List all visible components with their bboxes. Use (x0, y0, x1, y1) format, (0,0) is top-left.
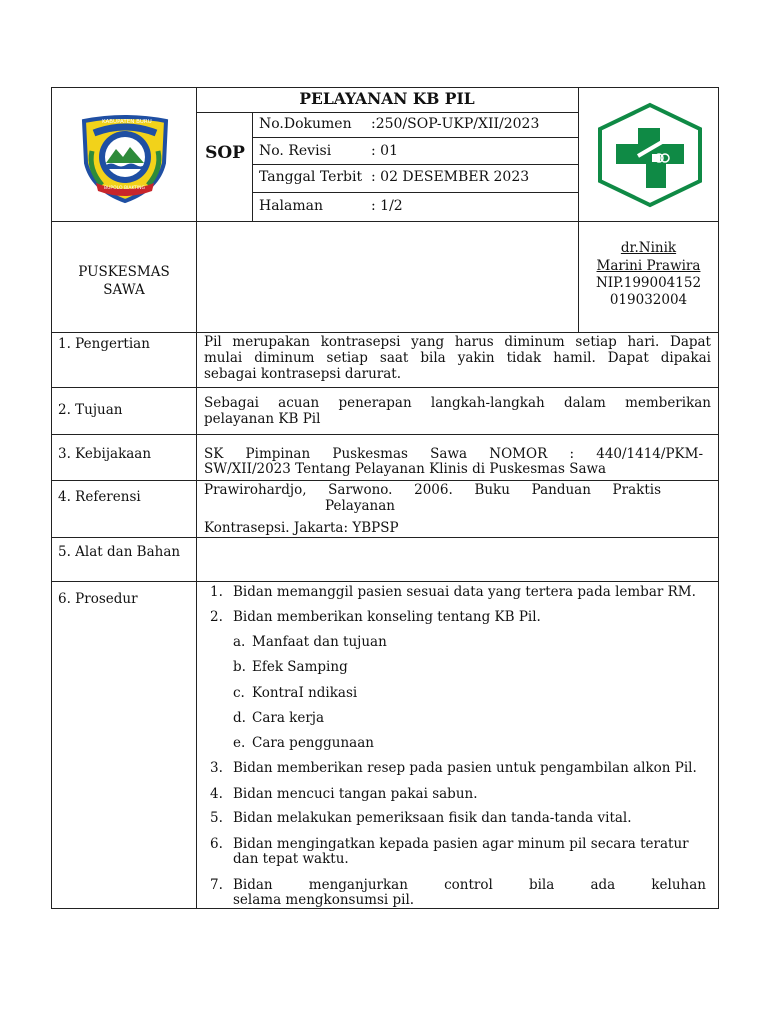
substep-number: b. (233, 659, 246, 675)
step-text: Bidan melakukan pemeriksaan fisik dan tanda-tanda vital. (233, 810, 632, 826)
section-label-kebijakaan: 3. Kebijakaan (58, 446, 152, 462)
doc-number-value: :250/SOP-UKP/XII/2023 (371, 116, 540, 132)
document-title: PELAYANAN KB PIL (299, 89, 475, 108)
substep-text: Cara kerja (252, 710, 325, 726)
kebijakaan-line: SK Pimpinan Puskesmas Sawa NOMOR : 440/1414/PKM- (204, 446, 703, 462)
signatory-nip-line2: 019032004 (609, 292, 688, 308)
substep-text: Efek Samping (252, 659, 348, 675)
step-text-continued: dan tepat waktu. (233, 851, 349, 867)
section-label-referensi: 4. Referensi (58, 489, 141, 505)
step-number: 6. (210, 836, 223, 852)
page-value: : 1/2 (371, 198, 403, 214)
step-text: Bidan mengingatkan kepada pasien agar minum pil secara teratur (233, 836, 689, 852)
step-number: 7. (210, 877, 223, 893)
section-label-alat: 5. Alat dan Bahan (58, 544, 181, 560)
substep-text: KontraI ndikasi (252, 685, 358, 701)
puskesmas-logo (596, 102, 704, 208)
pengertian-line: mulai diminum setiap saat bila yakin tidak hamil. Dapat dipakai (204, 350, 711, 366)
substep-number: d. (233, 710, 246, 726)
substep-text: Manfaat dan tujuan (252, 634, 387, 650)
section-label-pengertian: 1. Pengertian (58, 336, 150, 352)
issue-date-value: : 02 DESEMBER 2023 (371, 169, 530, 185)
step-number: 3. (210, 760, 223, 776)
step-text-continued: selama mengkonsumsi pil. (233, 892, 415, 908)
institution-name-line1: PUSKESMAS (78, 264, 170, 280)
page-label: Halaman (259, 198, 324, 214)
substep-number: e. (233, 735, 246, 751)
substep-text: Cara penggunaan (252, 735, 374, 751)
step-text: Bidan menganjurkan control bila ada keluhan (233, 877, 706, 893)
revision-label: No. Revisi (259, 143, 332, 159)
substep-number: c. (233, 685, 245, 701)
referensi-line: Kontrasepsi. Jakarta: YBPSP (204, 520, 399, 536)
logo-top-text: KABUPATEN BURU (102, 119, 152, 125)
step-text: Bidan mencuci tangan pakai sabun. (233, 786, 478, 802)
pengertian-line: sebagai kontrasepsi darurat. (204, 366, 401, 382)
substep-number: a. (233, 634, 246, 650)
pengertian-line: Pil merupakan kontrasepsi yang harus diminum setiap hari. Dapat (204, 334, 711, 350)
step-number: 2. (210, 609, 223, 625)
step-text: Bidan memberikan resep pada pasien untuk pengambilan alkon Pil. (233, 760, 697, 776)
step-number: 4. (210, 786, 223, 802)
step-text: Bidan memanggil pasien sesuai data yang tertera pada lembar RM. (233, 584, 696, 600)
signatory-name-line2: Marini Prawira (596, 258, 701, 274)
tujuan-line: Sebagai acuan penerapan langkah-langkah dalam memberikan (204, 395, 711, 411)
signatory-name-line1: dr.Ninik (620, 240, 677, 256)
section-label-prosedur: 6. Prosedur (58, 591, 138, 607)
sop-label: SOP (205, 143, 245, 163)
logo-bottom-text: BUPOLO BIAKTING (104, 186, 145, 191)
step-number: 1. (210, 584, 223, 600)
signatory-nip-line1: NIP.199004152 (595, 275, 702, 291)
tujuan-line: pelayanan KB Pil (204, 411, 321, 427)
revision-value: : 01 (371, 143, 398, 159)
doc-number-label: No.Dokumen (259, 116, 352, 132)
section-label-tujuan: 2. Tujuan (58, 402, 123, 418)
issue-date-label: Tanggal Terbit (259, 169, 363, 185)
institution-name-line2: SAWA (103, 282, 145, 298)
kabupaten-logo (78, 111, 172, 205)
referensi-line: Prawirohardjo, Sarwono. 2006. Buku Panduan Praktis (204, 482, 661, 498)
kebijakaan-line: SW/XII/2023 Tentang Pelayanan Klinis di Puskesmas Sawa (204, 461, 607, 477)
referensi-line: Pelayanan (325, 498, 395, 514)
step-number: 5. (210, 810, 223, 826)
step-text: Bidan memberikan konseling tentang KB Pil. (233, 609, 541, 625)
